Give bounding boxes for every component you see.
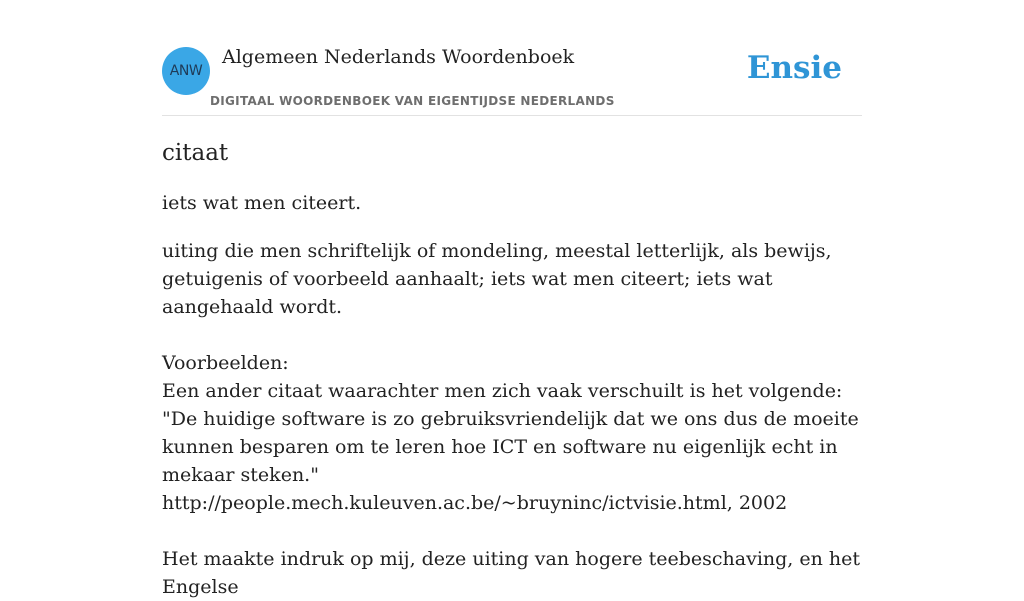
headword: citaat: [162, 140, 229, 166]
anw-logo[interactable]: [162, 47, 210, 95]
example-item: [162, 545, 862, 601]
examples-section: [162, 349, 862, 601]
site-subtitle: DIGITAAL WOORDENBOEK VAN EIGENTIJDSE NEDERLANDS: [210, 94, 615, 108]
example-item: [162, 377, 862, 517]
example-text: Het maakte indruk op mij, deze uiting van hogere teebeschaving, en het Engelse: [162, 548, 861, 598]
examples-label: Voorbeelden:: [162, 352, 289, 374]
full-definition: uiting die men schriftelijk of mondeling, meestal letterlijk, als bewijs, getuigenis of voorbeeld aanhaalt; iets wat men citeert; iets wat aangehaald wordt.: [162, 240, 832, 318]
site-header: [162, 46, 862, 116]
site-title[interactable]: Algemeen Nederlands Woordenboek: [222, 46, 575, 68]
logo-text: ANW: [169, 63, 203, 79]
entry-content: [162, 140, 862, 601]
example-source[interactable]: http://people.mech.kuleuven.ac.be/~bruyninc/ictvisie.html, 2002: [162, 492, 788, 514]
short-definition: iets wat men citeert.: [162, 192, 362, 214]
example-text: Een ander citaat waarachter men zich vaak verschuilt is het volgende: "De huidige software is zo gebruiksvriendelijk dat we ons dus de moeite kunnen besparen om te leren hoe ICT en software nu eigenlijk echt in mekaar steken.": [162, 380, 859, 486]
ensie-brand-logo[interactable]: Ensie: [746, 50, 842, 86]
header-divider: [162, 115, 862, 116]
